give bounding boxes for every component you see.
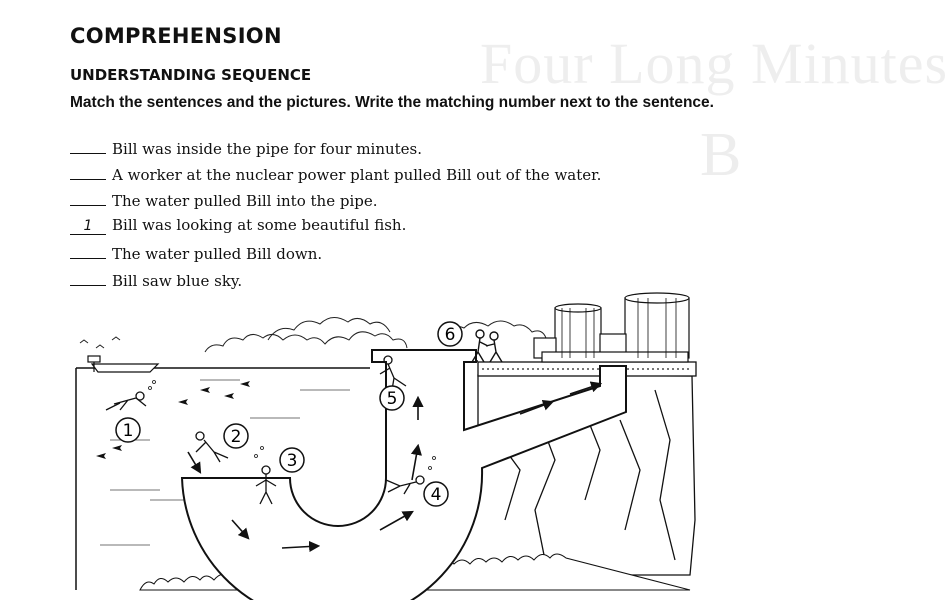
svg-text:1: 1	[122, 421, 134, 441]
sentence-text-2: A worker at the nuclear power plant pulled Bill out of the water.	[112, 166, 602, 184]
section-subheading: UNDERSTANDING SEQUENCE	[70, 66, 312, 84]
marker-1	[116, 418, 140, 442]
svg-text:6: 6	[444, 325, 456, 345]
page-heading: COMPREHENSION	[70, 24, 282, 48]
svg-text:2: 2	[230, 427, 242, 447]
nuclear-power-plant	[534, 293, 689, 362]
marker-3	[280, 448, 304, 472]
cliff-top-gravel	[478, 362, 696, 376]
marker-6	[438, 322, 462, 346]
sentence-text-1: Bill was inside the pipe for four minutes.	[112, 140, 423, 158]
sentence-text-5: The water pulled Bill down.	[112, 245, 323, 263]
svg-text:5: 5	[386, 389, 398, 409]
marker-2	[224, 424, 248, 448]
instructions: Match the sentences and the pictures. Write the matching number next to the sentence.	[70, 94, 714, 111]
svg-text:3: 3	[286, 451, 298, 471]
marker-5	[380, 386, 404, 410]
boat	[88, 356, 158, 372]
birds	[80, 337, 120, 348]
sentence-text-6: Bill saw blue sky.	[112, 272, 243, 290]
sentence-text-3: The water pulled Bill into the pipe.	[112, 192, 378, 210]
svg-text:4: 4	[430, 485, 442, 505]
sentence-text-4: Bill was looking at some beautiful fish.	[112, 216, 407, 234]
marker-4	[424, 482, 448, 506]
bleed-through-letter: B	[700, 121, 742, 189]
fish-school	[96, 381, 250, 459]
answer-blank-4[interactable]: 1	[70, 219, 106, 235]
diver-1	[106, 392, 146, 410]
bleed-through-title: Four Long Minutes	[480, 31, 948, 96]
diver-2	[196, 432, 228, 462]
